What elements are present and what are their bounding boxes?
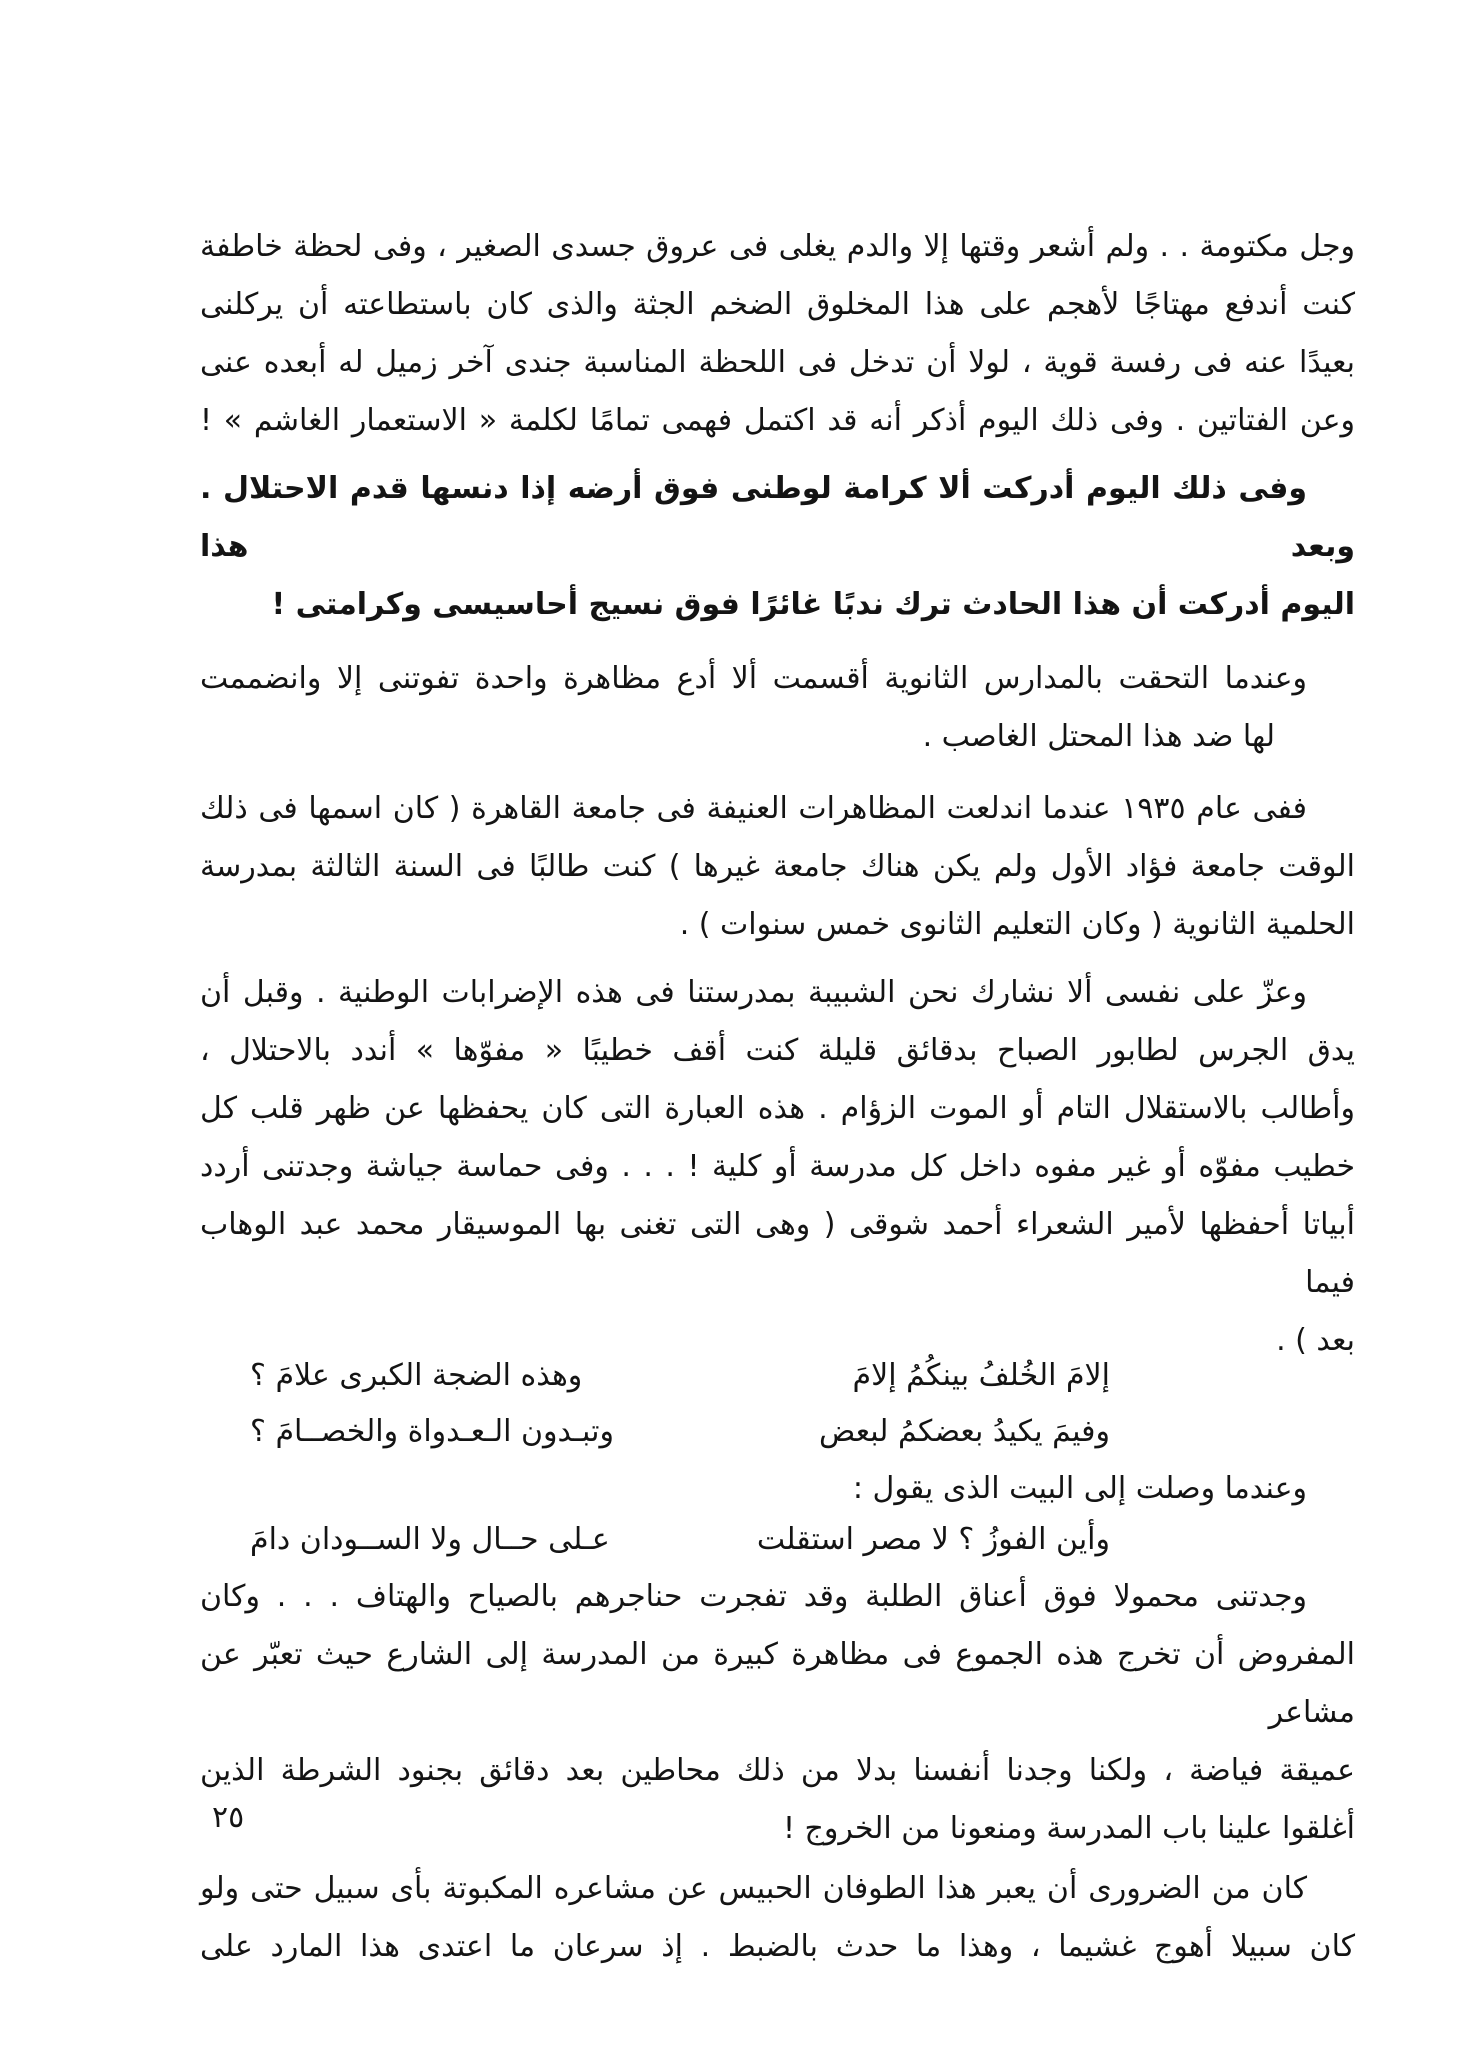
text-line: كنت أندفع مهتاجًا لأهجم على هذا المخلوق الضخم الجثة والذى كان باستطاعته أن يركلنى [200, 287, 1355, 322]
text-line: الحلمية الثانوية ( وكان التعليم الثانوى خمس سنوات ) . [679, 907, 1355, 942]
body-text [200, 218, 1355, 1976]
verse-left-hemistich: عـلى حــال ولا الســودان دامَ [250, 1522, 610, 1557]
text-line: أبياتا أحفظها لأمير الشعراء أحمد شوقى ( وهى التى تغنى بها الموسيقار محمد عبد الوهاب فيما [200, 1207, 1355, 1300]
text-line: وجدتنى محمولا فوق أعناق الطلبة وقد تفجرت حناجرهم بالصياح والهتاف . . . وكان [200, 1579, 1307, 1614]
text-line: وعزّ على نفسى ألا نشارك نحن الشبيبة بمدرستنا فى هذه الإضرابات الوطنية . وقبل أن [200, 975, 1307, 1010]
verse-left-hemistich: وتبـدون الـعـدواة والخصــامَ ؟ [250, 1414, 614, 1449]
paragraph-6 [200, 1568, 1355, 1858]
text-line: لها ضد هذا المحتل الغاصب . [922, 719, 1275, 754]
text-line: وعن الفتاتين . وفى ذلك اليوم أذكر أنه قد اكتمل فهمى تمامًا لكلمة « الاستعمار الغاشم » ! [200, 403, 1355, 438]
poem [200, 1348, 1355, 1568]
text-line: عميقة فياضة ، ولكنا وجدنا أنفسنا بدلا من ذلك محاطين بعد دقائق بجنود الشرطة الذين [200, 1753, 1355, 1788]
text-line: ففى عام ١٩٣٥ عندما اندلعت المظاهرات العنيفة فى جامعة القاهرة ( كان اسمها فى ذلك [200, 791, 1307, 826]
verse-row [200, 1348, 1355, 1404]
paragraph-5 [200, 964, 1355, 1370]
text-line: خطيب مفوّه أو غير مفوه داخل كل مدرسة أو كلية ! . . . وفى حماسة جياشة وجدتنى أردد [200, 1149, 1355, 1184]
paragraph-2 [200, 460, 1355, 634]
text-line: كان سبيلا أهوج غشيما ، وهذا ما حدث بالضبط . إذ سرعان ما اعتدى هذا المارد على [200, 1929, 1355, 1964]
paragraph-7 [200, 1860, 1355, 1976]
text-line: اليوم أدركت أن هذا الحادث ترك ندبًا غائرًا فوق نسيج أحاسيسى وكرامتى ! [271, 587, 1355, 622]
text-line: وعندما التحقت بالمدارس الثانوية أقسمت ألا أدع مظاهرة واحدة تفوتنى إلا وانضممت [200, 661, 1307, 696]
text-line: الوقت جامعة فؤاد الأول ولم يكن هناك جامعة غيرها ) كنت طالبًا فى السنة الثالثة بمدرسة [200, 849, 1355, 884]
verse-left-hemistich: وهذه الضجة الكبرى علامَ ؟ [250, 1358, 583, 1393]
text-line: أغلقوا علينا باب المدرسة ومنعونا من الخروج ! [782, 1811, 1355, 1846]
text-line: بعيدًا عنه فى رفسة قوية ، لولا أن تدخل فى اللحظة المناسبة جندى آخر زميل له أبعده عنى [200, 345, 1355, 380]
paragraph-1 [200, 218, 1355, 450]
text-line: كان من الضرورى أن يعبر هذا الطوفان الحبيس عن مشاعره المكبوتة بأى سبيل حتى ولو [200, 1871, 1307, 1906]
paragraph-4 [200, 780, 1355, 954]
verse-right-hemistich: إلامَ الخُلفُ بينكُمُ إلامَ [852, 1358, 1110, 1393]
poem-interlude: وعندما وصلت إلى البيت الذى يقول : [852, 1471, 1307, 1506]
text-line: بعد ) . [1276, 1323, 1355, 1358]
verse-row [200, 1404, 1355, 1460]
text-line: وفى ذلك اليوم أدركت ألا كرامة لوطنى فوق أرضه إذا دنسها قدم الاحتلال . وبعد هذا [200, 471, 1355, 564]
verse-row [200, 1512, 1355, 1568]
paragraph-3 [200, 650, 1355, 766]
text-line: وجل مكتومة . . ولم أشعر وقتها إلا والدم يغلى فى عروق جسدى الصغير ، وفى لحظة خاطفة [200, 229, 1355, 264]
verse-right-hemistich: وأين الفوزُ ؟ لا مصر استقلت [756, 1522, 1110, 1557]
page-number: ٢٥ [212, 1800, 245, 1835]
text-line: وأطالب بالاستقلال التام أو الموت الزؤام . هذه العبارة التى كان يحفظها عن ظهر قلب كل [200, 1091, 1355, 1126]
text-line: يدق الجرس لطابور الصباح بدقائق قليلة كنت أقف خطيبًا « مفوّها » أندد بالاحتلال ، [200, 1033, 1355, 1068]
verse-right-hemistich: وفيمَ يكيدُ بعضكمُ لبعض [819, 1414, 1110, 1449]
text-line: المفروض أن تخرج هذه الجموع فى مظاهرة كبيرة من المدرسة إلى الشارع حيث تعبّر عن مشاعر [200, 1637, 1355, 1730]
